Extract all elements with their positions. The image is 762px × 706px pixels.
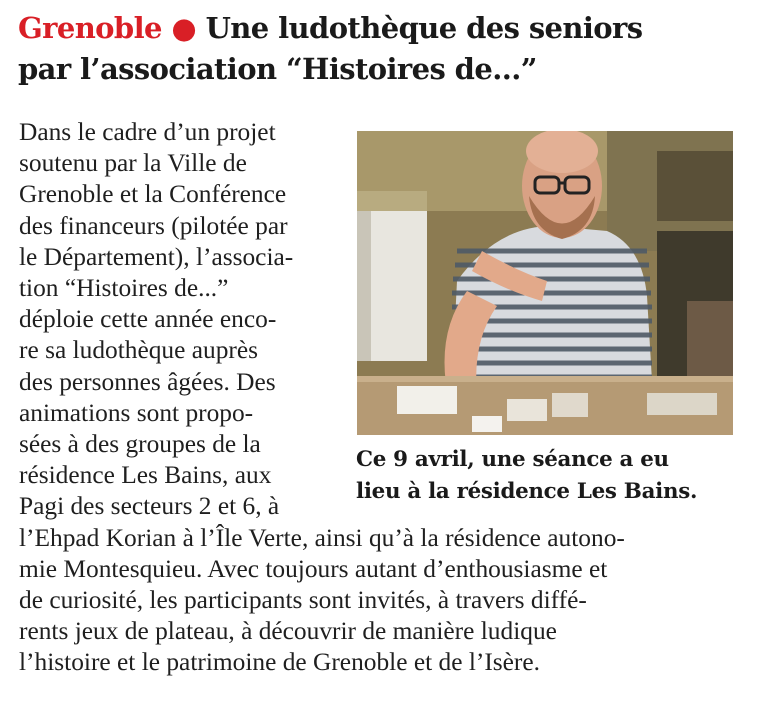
body-line: de curiosité, les participants sont invités, à travers diffé-	[19, 586, 587, 615]
body-line: des financeurs (pilotée par	[19, 211, 288, 240]
article-body	[19, 117, 741, 679]
photo-caption	[356, 444, 748, 508]
body-line: résidence Les Bains, aux	[19, 461, 272, 490]
body-line: l’Ehpad Korian à l’Île Verte, ainsi qu’à la résidence autono-	[19, 523, 625, 552]
body-line: re sa ludothèque auprès	[19, 336, 259, 365]
headline-line-2: par l’association “Histoires de...”	[18, 52, 537, 86]
body-line: déploie cette année enco-	[19, 305, 277, 334]
body-line: animations sont propo-	[19, 398, 254, 427]
headline-place: Grenoble	[18, 11, 162, 45]
headline-separator-dot: ●	[171, 11, 197, 45]
headline-line-1: Une ludothèque des seniors	[205, 11, 643, 45]
body-line: tion “Histoires de...”	[19, 274, 229, 303]
body-line: Pagi des secteurs 2 et 6, à	[19, 492, 280, 521]
body-line: soutenu par la Ville de	[19, 149, 247, 178]
body-line: l’histoire et le patrimoine de Grenoble et de l’Isère.	[19, 648, 541, 677]
article-headline	[18, 8, 748, 90]
body-line: mie Montesquieu. Avec toujours autant d’enthousiasme et	[19, 554, 608, 583]
caption-line-1: Ce 9 avril, une séance a eu	[356, 447, 669, 472]
body-line: Dans le cadre d’un projet	[19, 118, 276, 146]
body-line: rents jeux de plateau, à découvrir de manière ludique	[19, 617, 557, 646]
body-line: sées à des groupes de la	[19, 430, 261, 459]
body-line: le Département), l’associa-	[19, 242, 294, 271]
body-line: Grenoble et la Conférence	[19, 180, 287, 209]
caption-line-2: lieu à la résidence Les Bains.	[356, 479, 698, 504]
body-line: des personnes âgées. Des	[19, 367, 276, 396]
